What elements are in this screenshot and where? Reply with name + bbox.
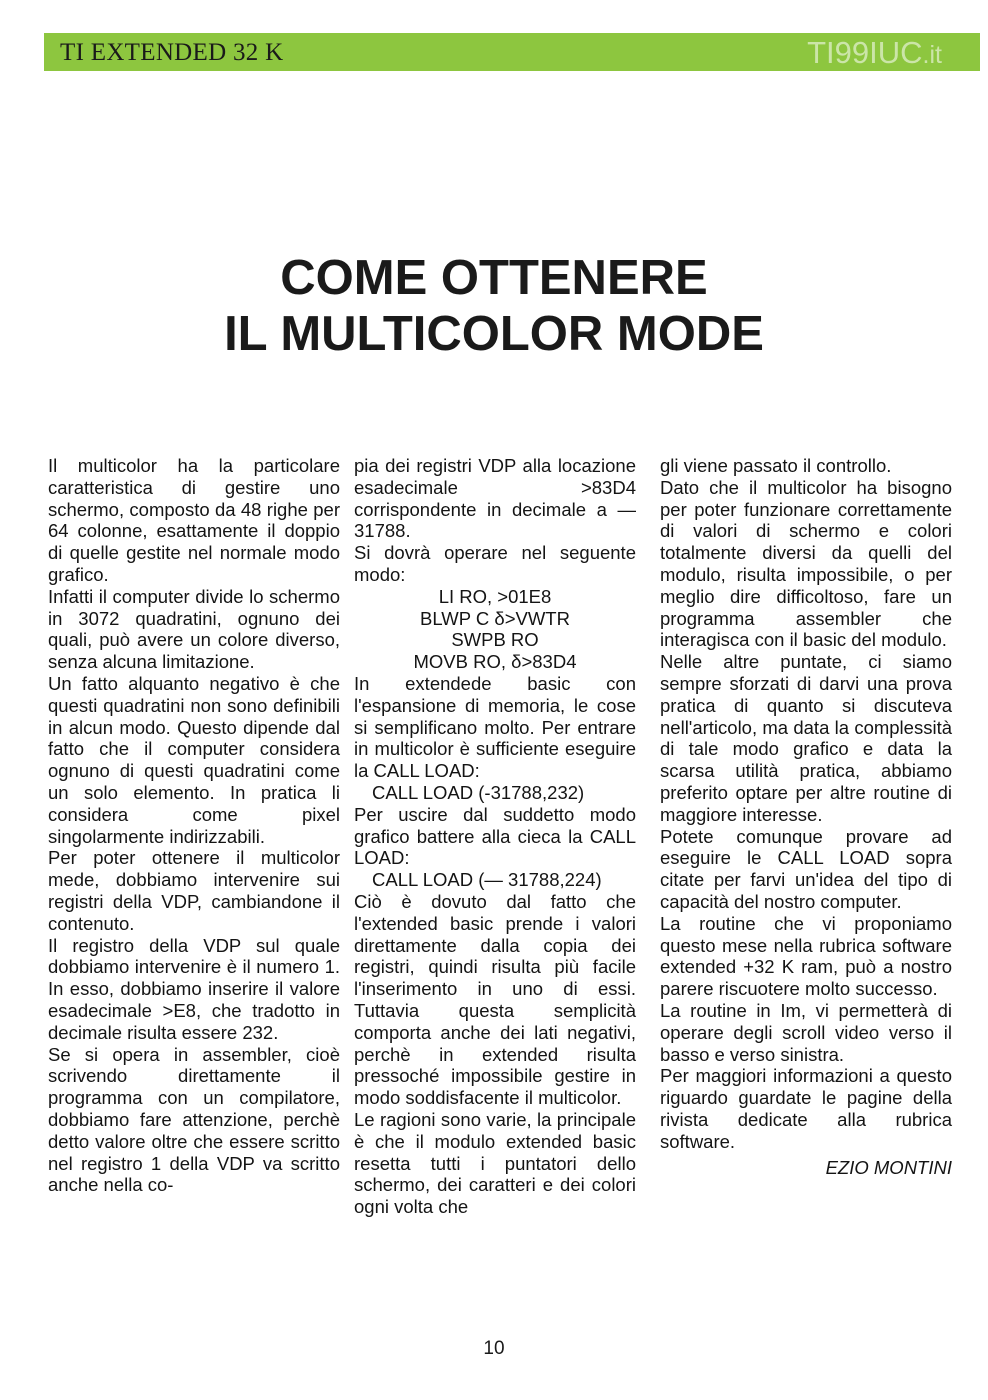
- watermark-suffix: .it: [922, 41, 942, 69]
- watermark-main: TI99IUC: [807, 35, 923, 70]
- paragraph: La routine in Im, vi permetterà di operare degli scroll video verso il basso e verso sinistra.: [660, 999, 952, 1065]
- paragraph: Per poter ottenere il multicolor mede, dobbiamo intervenire sui registri della VDP, cambiandone il contenuto.: [48, 847, 340, 934]
- paragraph: Il multicolor ha la particolare caratteristica di gestire uno schermo, composto da 48 righe per 64 colonne, esattamente il doppio di quelle gestite nel normale modo grafico.: [48, 455, 340, 585]
- article-title-line-2: IL MULTICOLOR MODE: [224, 307, 764, 361]
- call-load-enter: CALL LOAD (-31788,232): [372, 781, 585, 803]
- code-line: SWPB RO: [451, 629, 539, 651]
- paragraph: Per uscire dal suddetto modo grafico battere alla cieca la CALL LOAD:: [354, 803, 636, 869]
- paragraph: Il registro della VDP sul quale dobbiamo intervenire è il numero 1. In esso, dobbiamo inserire il valore esadecimale >E8, che tradotto in decimale risulta essere 232.: [48, 934, 340, 1043]
- author-signature: EZIO MONTINI: [825, 1156, 952, 1178]
- paragraph: Potete comunque provare ad eseguire le CALL LOAD sopra citate per farvi un'idea del tipo di capacità del nostro computer.: [660, 825, 952, 912]
- paragraph: Infatti il computer divide lo schermo in 3072 quadratini, ognuno dei quali, può avere un colore diverso, senza alcuna limitazione.: [48, 585, 340, 673]
- paragraph: In extendede basic con l'espansione di memoria, le cose si semplificano molto. Per entrare in multicolor è sufficiente eseguire la CALL LOAD:: [354, 672, 636, 782]
- code-line: BLWP C δ>VWTR: [420, 607, 570, 629]
- section-title: TI EXTENDED 32 K: [60, 39, 284, 66]
- article-column-3: [660, 455, 952, 1178]
- paragraph: pia dei registri VDP alla locazione esadecimale >83D4 corrispondente in decimale a — 31788.: [354, 455, 636, 542]
- paragraph: Nelle altre puntate, ci siamo sempre sforzati di darvi una prova pratica di quanto si discuteva nell'articolo, ma data la complessità di tale modo grafico e data la scarsa utilità pratica, abbiamo preferito optare per altre routine di maggiore interesse.: [660, 651, 952, 825]
- paragraph: La routine che vi proponiamo questo mese nella rubrica software extended +32 K ram, può a nostro parere riscuotere molto successo.: [660, 912, 952, 1000]
- paragraph: Dato che il multicolor ha bisogno per poter funzionare correttamente di valori di schermo e colori totalmente diversi da quelli del modulo, risulta impossibile, o per meglio dire difficoltoso, fare un programma assembler che interagisca con il basic del modulo.: [660, 476, 952, 651]
- code-line: LI RO, >01E8: [438, 585, 552, 607]
- page-number: 10: [483, 1338, 505, 1359]
- paragraph: Un fatto alquanto negativo è che questi quadratini non sono definibili in alcun modo. Questo dipende dal fatto che il computer considera ognuno di questi quadratini come un solo elemento. In pratica li considera come pixel singolarmente indirizzabili.: [48, 672, 340, 847]
- paragraph: Si dovrà operare nel seguente modo:: [354, 542, 636, 585]
- code-line: MOVB RO, δ>83D4: [413, 651, 577, 673]
- paragraph: Ciò è dovuto dal fatto che l'extended basic prende i valori direttamente dalla copia dei registri, quindi risulta più facile l'inserimento in uno di essi. Tuttavia questa semplicità comporta anche dei lati negativi, perchè in extended risulta pressoché impossibile gestire in modo soddisfacente il multicolor.: [354, 890, 636, 1109]
- paragraph: Le ragioni sono varie, la principale è che il modulo extended basic resetta tutti i puntatori dello schermo, dei caratteri e dei colori ogni volta che: [354, 1108, 636, 1218]
- header-bar: [44, 33, 980, 71]
- article-title-line-1: COME OTTENERE: [280, 251, 708, 305]
- article-column-2: [354, 455, 636, 1218]
- article-column-1: [48, 455, 340, 1196]
- paragraph: gli viene passato il controllo.: [660, 455, 892, 476]
- paragraph: Se si opera in assembler, cioè scrivendo direttamente il programma con un compilatore, dobbiamo fare attenzione, perchè detto valore oltre che essere scritto nel registro 1 della VDP va scritto anche nella co-: [48, 1043, 340, 1196]
- article-title: [44, 250, 944, 362]
- paragraph: Per maggiori informazioni a questo riguardo guardate le pagine della rivista dedicate alla rubrica software.: [660, 1065, 952, 1152]
- call-load-exit: CALL LOAD (— 31788,224): [372, 869, 602, 891]
- watermark-logo: [807, 35, 942, 71]
